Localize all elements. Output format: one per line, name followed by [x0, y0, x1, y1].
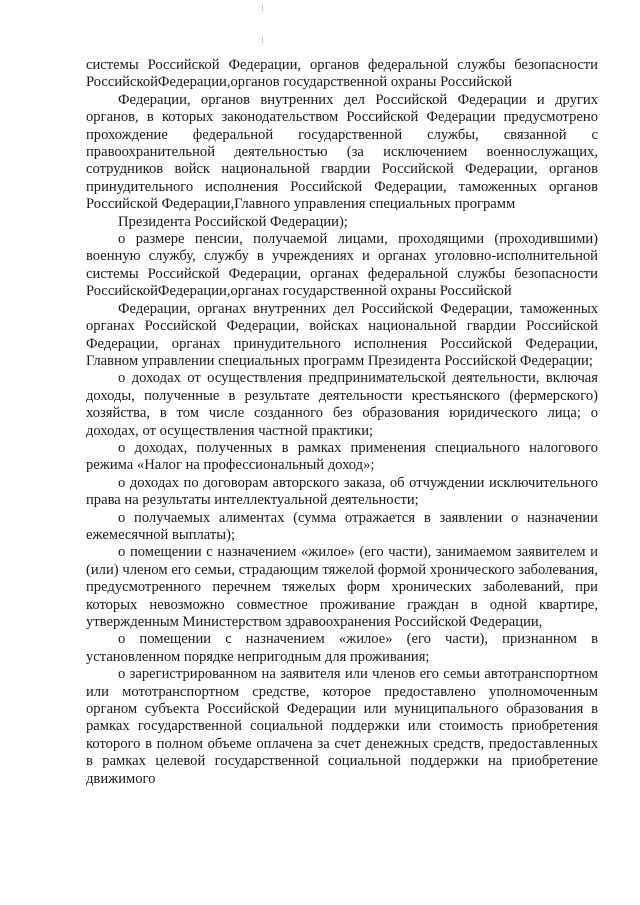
paragraph: о помещении с назначением «жилое» (его части), занимаемом заявителем и (или) членом его семьи, страдающим тяжелой формой хронического заболевания, предусмотренного перечнем тяжелых форм хронических заболеваний, при которых невозможно совместное проживание граждан в одной квартире, утвержденным Министерством здравоохранения Российской Федерации,	[86, 544, 598, 630]
paragraph: о размере пенсии, получаемой лицами, проходящими (проходившими) военную службу, службу в учреждениях и органах уголовно-исполнительной системы Российской Федерации, органах федеральной службы безопасности РоссийскойФедерации,органах государственной охраны Российской	[86, 231, 598, 300]
paragraph: о доходах по договорам авторского заказа, об отчуждении исключительного права на результаты интеллектуальной деятельности;	[86, 474, 598, 509]
paragraph: о зарегистрированном на заявителя или членов его семьи автотранспортном или мототранспортном средстве, которое предоставлено уполномоченным органом субъекта Российской Федерации или муниципального образования в рамках государственной социальной поддержки или стоимость приобретения которого в полном объеме оплачена за счет денежных средств, предоставленных в рамках целевой государственной социальной поддержки на приобретение движимого	[86, 666, 598, 787]
paragraph: о доходах, полученных в рамках применения специального налогового режима «Налог на профессиональный доход»;	[86, 439, 598, 474]
scan-mark: ⁝	[261, 35, 264, 45]
paragraph: системы Российской Федерации, органов федеральной службы безопасности РоссийскойФедерации,органов государственной охраны Российской	[86, 57, 598, 91]
paragraph: о доходах от осуществления предпринимательской деятельности, включая доходы, полученные в результате деятельности крестьянского (фермерского) хозяйства, в том числе созданного без образования юридического лица; о доходах, от осуществления частной практики;	[86, 370, 598, 439]
paragraph: о получаемых алиментах (сумма отражается в заявлении о назначении ежемесячной выплаты);	[86, 509, 598, 543]
paragraph: Федерации, органов внутренних дел Российской Федерации и других органов, в которых законодательством Российской Федерации предусмотрено прохождение федеральной государственной службы, связанной с правоохранительной деятельностью (за исключением военнослужащих, сотрудников войск национальной гвардии Российской Федерации, органов принудительного исполнения Российской Федерации, таможенных органов Российской Федерации,Главного управления специальных программ	[86, 91, 598, 213]
paragraph: о помещении с назначением «жилое» (его части), признанном в установленном порядке непригодным для проживания;	[86, 631, 598, 665]
scan-mark: ⁝	[261, 3, 264, 13]
paragraph: Президента Российской Федерации);	[118, 213, 348, 230]
document-body	[86, 57, 598, 788]
paragraph: Федерации, органах внутренних дел Российской Федерации, таможенных органах Российской Федерации, войсках национальной гвардии Российской Федерации, органах принудительного исполнения Российской Федерации, Главном управлении специальных программ Президента Российской Федерации;	[86, 300, 598, 369]
